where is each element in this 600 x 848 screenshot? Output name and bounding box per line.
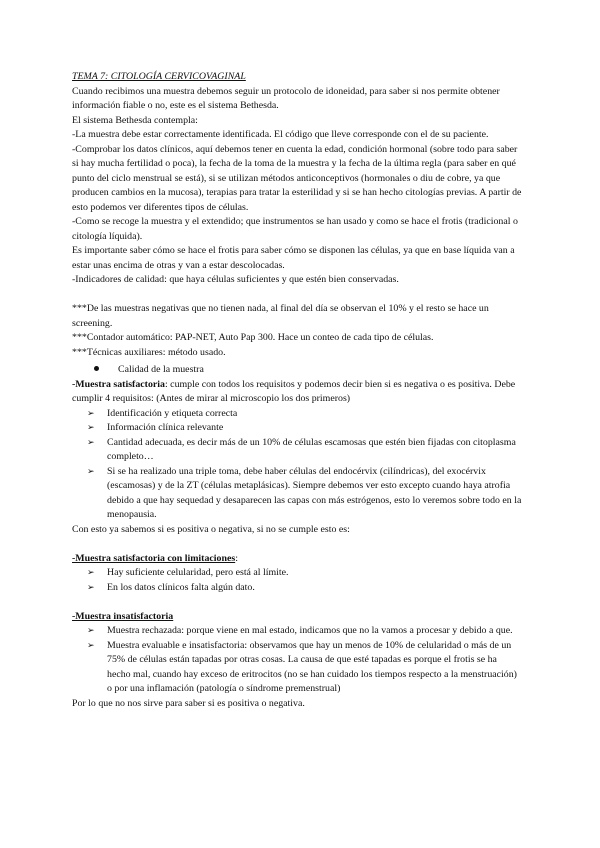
satisfactoria-paragraph [72,378,522,407]
list-item-text: Hay suficiente celularidad, pero está al límite. [107,567,289,578]
spacer [72,595,522,610]
intro-paragraph: El sistema Bethesda contempla: [72,114,198,126]
spacer [72,288,522,303]
intro-paragraph: Cuando recibimos una muestra debemos seguir un protocolo de idoneidad, para saber si nos permite obtener información fiable o no, este es el sistema Bethesda. [72,85,500,111]
intro-paragraph: -La muestra debe estar correctamente identificada. El código que lleve corresponde con el de su paciente. [72,129,489,140]
intro-paragraph: -Como se recoge la muestra y el extendido; que instrumentos se han usado y como se hace el frotis (tradicional o citología líquida). [72,216,518,242]
spacer [72,537,522,552]
satisfactoria-after: Con esto ya sabemos si es positiva o negativa, si no se cumple esto es: [72,523,350,535]
insatisfactoria-after: Por lo que no nos sirve para saber si es positiva o negativa. [72,697,305,709]
arrow-bullet-icon: ➢ [87,568,95,578]
insatisfactoria-heading: -Muestra insatisfactoria [72,610,174,622]
satisfactoria-list [72,407,522,523]
bullet-item [72,363,522,378]
list-item-text: Si se ha realizado una triple toma, debe haber células del endocérvix (cilíndricas), del exocérvix (escamosas) y de la ZT (células metaplásicas). Siempre debemos ver esto excepto cuando haya atrofia debido a que hay sequedad y desaparecen las capas con más estrógenos, esto lo veremos sobre todo en la menopausia. [107,465,522,520]
satisfactoria-text: : cumple con todos los requisitos y podemos decir bien si es negativa o es positiva. Debe cumplir 4 requisitos: (Antes de mirar al microscopio los dos primeros) [72,378,516,404]
arrow-bullet-icon: ➢ [87,437,95,448]
arrow-bullet-icon: ➢ [87,582,95,593]
arrow-bullet-icon: ➢ [87,408,95,419]
limitaciones-label: -Muestra satisfactoria con limitaciones [72,552,236,564]
note-paragraph: ***Técnicas auxiliares: método usado. [72,346,226,358]
arrow-bullet-icon: ➢ [87,640,95,651]
document-title: TEMA 7: CITOLOGÍA CERVICOVAGINAL [72,71,246,82]
limitaciones-suffix: : [235,552,238,564]
list-item-text: Muestra evaluable e insatisfactoria: observamos que hay un menos de 10% de celularidad o más de un 75% de células están tapadas por otras cosas. La causa de que esté tapadas es porque el frotis se ha hecho mal, cuando hay exceso de eritrocitos (no se han cuidado los tiempos respecto a la menstruación) o por una inflamación (patología o síndrome premenstrual) [107,639,517,694]
list-item-text: Información clínica relevante [107,422,224,433]
list-item-text: Muestra rechazada: porque viene en mal estado, indicamos que no la vamos a procesar y debido a que. [107,625,513,636]
arrow-bullet-icon: ➢ [87,626,95,636]
list-item [87,566,522,581]
intro-paragraph: Es importante saber cómo se hace el frotis para saber cómo se disponen las células, ya que en base líquida van a estar unas encima de otras y van a estar descolocadas. [72,245,515,271]
satisfactoria-label: -Muestra satisfactoria [72,378,165,390]
limitaciones-list [72,566,522,595]
arrow-bullet-icon: ➢ [87,423,95,433]
list-item [87,639,522,697]
list-item [87,624,522,639]
insatisfactoria-list [72,624,522,697]
list-item [87,436,522,465]
bullet-dot-icon [94,363,118,378]
intro-paragraph: -Comprobar los datos clínicos, aquí debemos tener en cuenta la edad, condición hormonal (sobre todo para saber si hay mucha fertilidad o poca), la fecha de la toma de la muestra y la fecha de la última regla (para saber en qué punto del ciclo menstrual se está), si se utilizan métodos anticonceptivos (hormonales o diu de cobre, ya que producen cambios en la mucosa), terapias para tratar la esterilidad y si se han hecho citologías previas. A partir de esto podemos ver diferentes tipos de células. [72,143,522,213]
note-paragraph: ***De las muestras negativas que no tienen nada, al final del día se observan el 10% y el resto se hace un screening. [72,303,489,329]
limitaciones-heading [72,552,522,567]
list-item [87,407,522,422]
arrow-bullet-icon: ➢ [87,466,95,477]
list-item [87,465,522,523]
list-item-text: Cantidad adecuada, es decir más de un 10% de células escamosas que estén bien fijadas con citoplasma completo… [107,436,516,462]
list-item-text: En los datos clínicos falta algún dato. [107,581,255,593]
list-item [87,581,522,596]
list-item [87,421,522,436]
list-item-text: Identificación y etiqueta correcta [107,407,238,419]
note-paragraph: ***Contador automático: PAP-NET, Auto Pap 300. Hace un conteo de cada tipo de células. [72,332,434,343]
bullet-text: Calidad de la muestra [118,364,204,375]
document-body [72,70,522,711]
intro-paragraph: -Indicadores de calidad: que haya células suficientes y que estén bien conservadas. [72,274,399,285]
